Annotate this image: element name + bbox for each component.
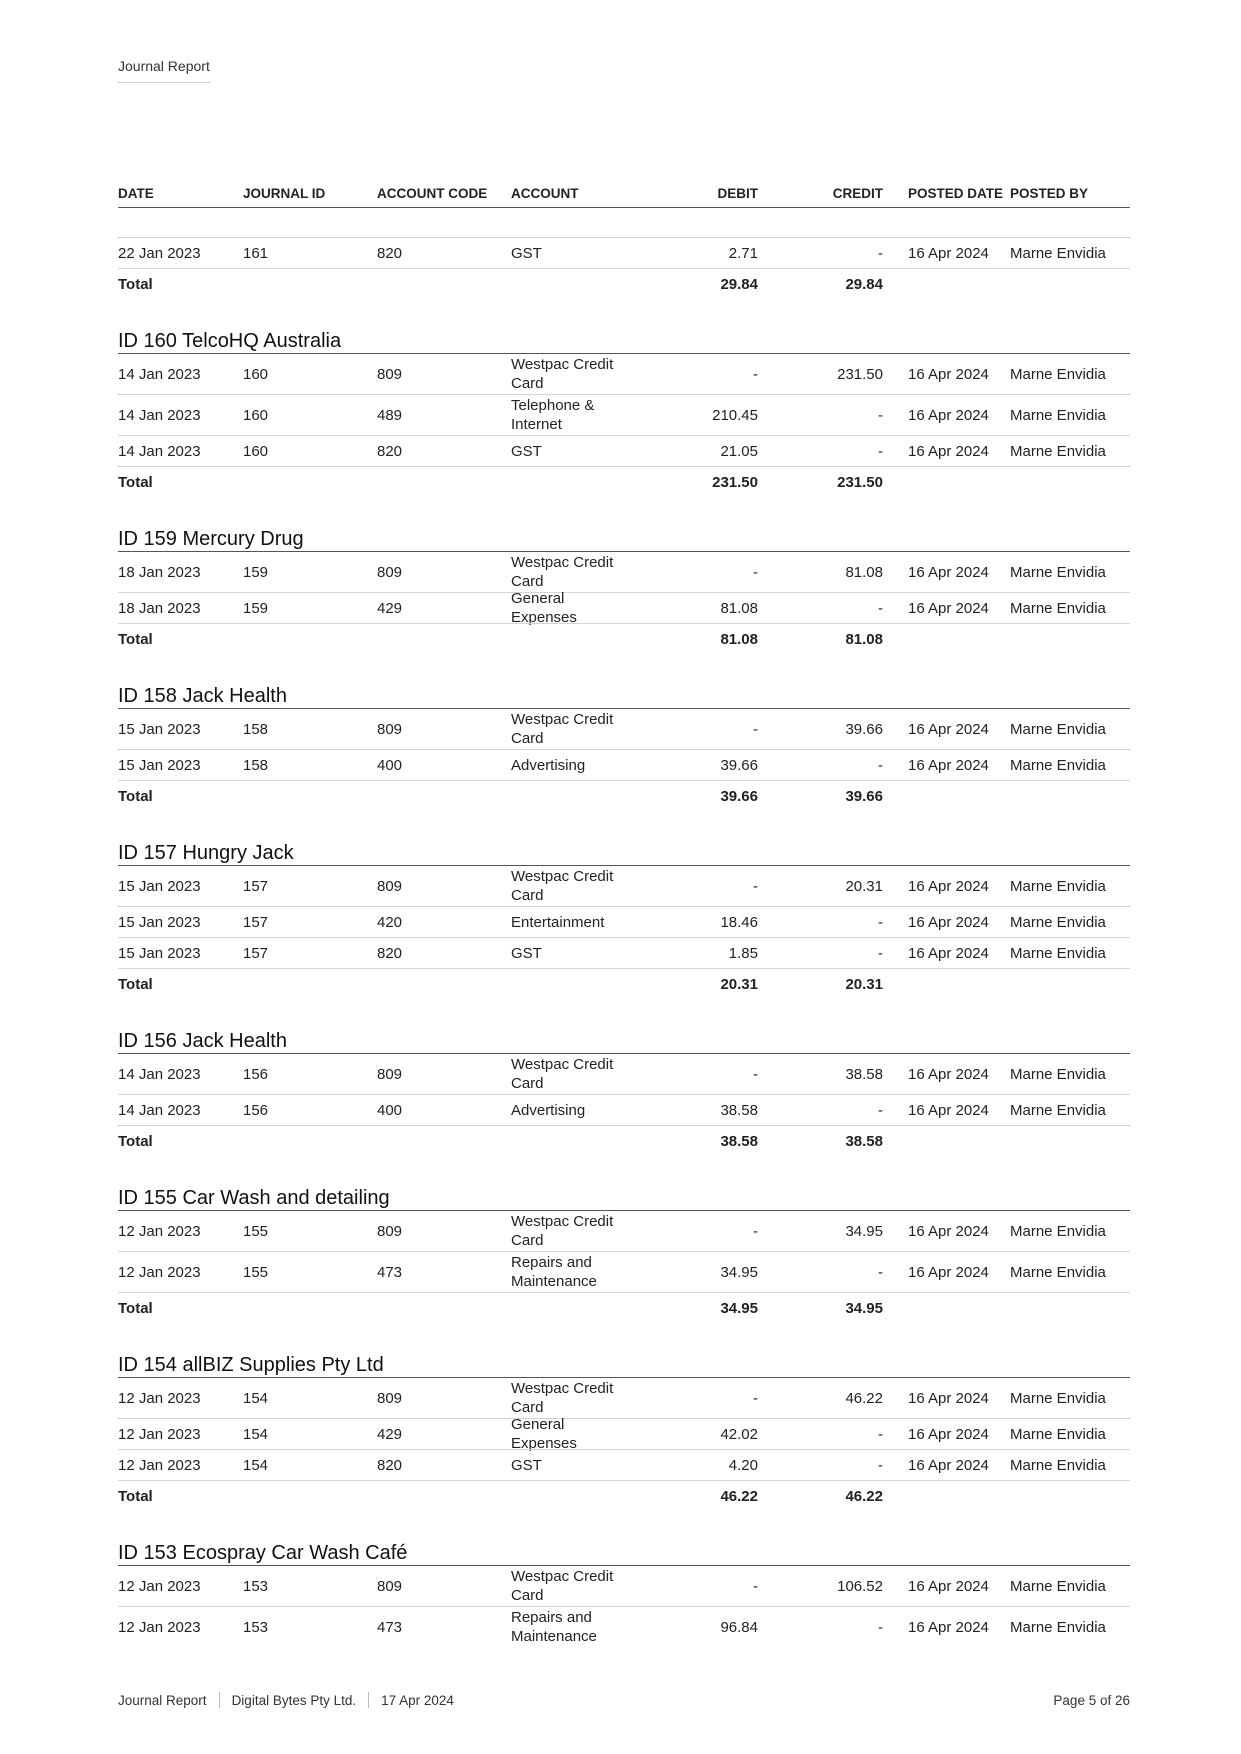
cell-posted-by: Marne Envidia xyxy=(1010,877,1106,895)
cell-journal-id: 156 xyxy=(243,1101,269,1119)
footer-divider xyxy=(219,1692,220,1708)
table-row xyxy=(118,1378,1130,1418)
cell-account-code: 429 xyxy=(377,1425,403,1443)
cell-account: General Expenses xyxy=(511,590,577,626)
cell-posted-date: 16 Apr 2024 xyxy=(908,1577,989,1595)
cell-posted-date: 16 Apr 2024 xyxy=(908,877,989,895)
cell-posted-by: Marne Envidia xyxy=(1010,563,1106,581)
cell-journal-id: 154 xyxy=(243,1425,269,1443)
journal-group-title xyxy=(118,299,1130,353)
cell-account-code: 429 xyxy=(377,599,403,617)
cell-posted-date: 16 Apr 2024 xyxy=(908,720,989,738)
cell-journal-id: 153 xyxy=(243,1618,269,1636)
journal-group-heading: ID 160 TelcoHQ Australia xyxy=(118,330,342,352)
cell-credit: 20.31 xyxy=(845,877,883,895)
cell-credit: - xyxy=(878,1425,883,1443)
cell-debit: 42.02 xyxy=(720,1425,758,1443)
cell-credit: - xyxy=(878,756,883,774)
journal-group-heading: ID 155 Car Wash and detailing xyxy=(118,1187,390,1209)
journal-group-title xyxy=(118,654,1130,708)
cell-journal-id: 157 xyxy=(243,944,269,962)
table-row xyxy=(118,237,1130,268)
cell-account-code: 809 xyxy=(377,1065,403,1083)
footer-divider xyxy=(368,1692,369,1708)
cell-debit: - xyxy=(753,877,758,895)
cell-account-code: 820 xyxy=(377,944,403,962)
total-label: Total xyxy=(118,1132,153,1150)
cell-posted-date: 16 Apr 2024 xyxy=(908,1456,989,1474)
journal-group-heading: ID 153 Ecospray Car Wash Café xyxy=(118,1542,408,1564)
cell-journal-id: 154 xyxy=(243,1456,269,1474)
table-body xyxy=(118,237,1130,1647)
cell-posted-date: 16 Apr 2024 xyxy=(908,1222,989,1240)
cell-date: 15 Jan 2023 xyxy=(118,944,201,962)
table-row xyxy=(118,435,1130,466)
total-debit: 38.58 xyxy=(720,1132,758,1150)
cell-posted-by: Marne Envidia xyxy=(1010,1389,1106,1407)
journal-group-heading: ID 156 Jack Health xyxy=(118,1030,287,1052)
cell-debit: 34.95 xyxy=(720,1263,758,1281)
cell-date: 22 Jan 2023 xyxy=(118,244,201,262)
cell-account: Westpac Credit Card xyxy=(511,1380,614,1416)
cell-credit: 46.22 xyxy=(845,1389,883,1407)
cell-date: 14 Jan 2023 xyxy=(118,406,201,424)
cell-account: GST xyxy=(511,944,542,962)
journal-group-heading: ID 157 Hungry Jack xyxy=(118,842,294,864)
footer-report-name: Journal Report xyxy=(118,1692,207,1708)
cell-posted-date: 16 Apr 2024 xyxy=(908,944,989,962)
cell-credit: 34.95 xyxy=(845,1222,883,1240)
cell-account-code: 809 xyxy=(377,877,403,895)
cell-credit: - xyxy=(878,599,883,617)
total-debit: 231.50 xyxy=(712,473,758,491)
cell-posted-by: Marne Envidia xyxy=(1010,1577,1106,1595)
page-footer xyxy=(118,1690,1130,1710)
journal-group-title xyxy=(118,1156,1130,1210)
cell-posted-by: Marne Envidia xyxy=(1010,1263,1106,1281)
cell-account: General Expenses xyxy=(511,1416,577,1452)
journal-group-title xyxy=(118,1323,1130,1377)
journal-group-title xyxy=(118,1511,1130,1565)
cell-account-code: 820 xyxy=(377,442,403,460)
cell-posted-date: 16 Apr 2024 xyxy=(908,244,989,262)
cell-debit: 210.45 xyxy=(712,406,758,424)
cell-journal-id: 160 xyxy=(243,442,269,460)
cell-credit: - xyxy=(878,406,883,424)
cell-credit: - xyxy=(878,1456,883,1474)
cell-journal-id: 153 xyxy=(243,1577,269,1595)
cell-debit: - xyxy=(753,1577,758,1595)
cell-date: 12 Jan 2023 xyxy=(118,1389,201,1407)
cell-account-code: 420 xyxy=(377,913,403,931)
cell-date: 12 Jan 2023 xyxy=(118,1577,201,1595)
cell-posted-by: Marne Envidia xyxy=(1010,1222,1106,1240)
total-row xyxy=(118,1292,1130,1323)
cell-credit: - xyxy=(878,442,883,460)
total-credit: 231.50 xyxy=(837,473,883,491)
total-label: Total xyxy=(118,1487,153,1505)
cell-account: Advertising xyxy=(511,756,586,774)
cell-account-code: 820 xyxy=(377,1456,403,1474)
cell-journal-id: 159 xyxy=(243,563,269,581)
cell-debit: 38.58 xyxy=(720,1101,758,1119)
cell-date: 14 Jan 2023 xyxy=(118,1101,201,1119)
cell-posted-date: 16 Apr 2024 xyxy=(908,442,989,460)
cell-date: 18 Jan 2023 xyxy=(118,563,201,581)
cell-posted-by: Marne Envidia xyxy=(1010,1618,1106,1636)
cell-posted-date: 16 Apr 2024 xyxy=(908,913,989,931)
cell-account-code: 400 xyxy=(377,756,403,774)
cell-posted-date: 16 Apr 2024 xyxy=(908,1425,989,1443)
cell-posted-date: 16 Apr 2024 xyxy=(908,563,989,581)
table-row xyxy=(118,552,1130,592)
cell-journal-id: 160 xyxy=(243,406,269,424)
cell-credit: 231.50 xyxy=(837,365,883,383)
cell-date: 15 Jan 2023 xyxy=(118,913,201,931)
cell-journal-id: 155 xyxy=(243,1222,269,1240)
total-label: Total xyxy=(118,473,153,491)
cell-account-code: 809 xyxy=(377,1222,403,1240)
cell-posted-date: 16 Apr 2024 xyxy=(908,1263,989,1281)
cell-journal-id: 158 xyxy=(243,720,269,738)
cell-journal-id: 156 xyxy=(243,1065,269,1083)
cell-journal-id: 157 xyxy=(243,913,269,931)
journal-group-title xyxy=(118,497,1130,551)
cell-debit: 81.08 xyxy=(720,599,758,617)
cell-account: Westpac Credit Card xyxy=(511,868,614,904)
column-header-account: ACCOUNT xyxy=(511,186,579,201)
journal-table xyxy=(118,180,1130,1647)
cell-date: 14 Jan 2023 xyxy=(118,1065,201,1083)
cell-posted-date: 16 Apr 2024 xyxy=(908,756,989,774)
total-credit: 39.66 xyxy=(845,787,883,805)
footer-company-name: Digital Bytes Pty Ltd. xyxy=(231,1692,357,1708)
cell-account: Westpac Credit Card xyxy=(511,1056,614,1092)
cell-posted-date: 16 Apr 2024 xyxy=(908,1065,989,1083)
cell-posted-by: Marne Envidia xyxy=(1010,365,1106,383)
header-spacer xyxy=(118,208,1130,237)
table-row xyxy=(118,937,1130,968)
cell-journal-id: 158 xyxy=(243,756,269,774)
total-label: Total xyxy=(118,1299,153,1317)
cell-journal-id: 159 xyxy=(243,599,269,617)
table-row xyxy=(118,1416,1130,1452)
total-row xyxy=(118,623,1130,654)
cell-credit: 81.08 xyxy=(845,563,883,581)
cell-account: Westpac Credit Card xyxy=(511,554,614,590)
table-row xyxy=(118,709,1130,749)
cell-account-code: 400 xyxy=(377,1101,403,1119)
cell-account-code: 809 xyxy=(377,365,403,383)
cell-date: 14 Jan 2023 xyxy=(118,365,201,383)
table-row xyxy=(118,866,1130,906)
cell-credit: - xyxy=(878,1101,883,1119)
cell-journal-id: 157 xyxy=(243,877,269,895)
column-header-journal-id: JOURNAL ID xyxy=(243,186,326,201)
cell-debit: 21.05 xyxy=(720,442,758,460)
cell-posted-by: Marne Envidia xyxy=(1010,599,1106,617)
cell-date: 12 Jan 2023 xyxy=(118,1425,201,1443)
cell-account: Advertising xyxy=(511,1101,586,1119)
cell-posted-date: 16 Apr 2024 xyxy=(908,1618,989,1636)
cell-date: 12 Jan 2023 xyxy=(118,1222,201,1240)
cell-posted-date: 16 Apr 2024 xyxy=(908,599,989,617)
cell-account-code: 809 xyxy=(377,1389,403,1407)
total-label: Total xyxy=(118,275,153,293)
total-debit: 39.66 xyxy=(720,787,758,805)
total-row xyxy=(118,1480,1130,1511)
cell-account: GST xyxy=(511,442,542,460)
cell-posted-by: Marne Envidia xyxy=(1010,944,1106,962)
cell-date: 15 Jan 2023 xyxy=(118,877,201,895)
cell-date: 18 Jan 2023 xyxy=(118,599,201,617)
cell-posted-by: Marne Envidia xyxy=(1010,756,1106,774)
cell-account-code: 809 xyxy=(377,1577,403,1595)
total-debit: 81.08 xyxy=(720,630,758,648)
column-header-posted-by: POSTED BY xyxy=(1010,186,1089,201)
table-row xyxy=(118,1606,1130,1647)
cell-posted-by: Marne Envidia xyxy=(1010,1101,1106,1119)
column-header-debit: DEBIT xyxy=(717,186,758,201)
cell-account-code: 809 xyxy=(377,563,403,581)
table-row xyxy=(118,1094,1130,1125)
cell-debit: - xyxy=(753,365,758,383)
table-row xyxy=(118,749,1130,780)
cell-credit: - xyxy=(878,1618,883,1636)
cell-debit: - xyxy=(753,720,758,738)
journal-group-heading: ID 154 allBIZ Supplies Pty Ltd xyxy=(118,1354,384,1376)
journal-group-title xyxy=(118,811,1130,865)
cell-posted-by: Marne Envidia xyxy=(1010,720,1106,738)
cell-account: Westpac Credit Card xyxy=(511,1568,614,1604)
cell-account: GST xyxy=(511,1456,542,1474)
cell-date: 12 Jan 2023 xyxy=(118,1263,201,1281)
cell-posted-by: Marne Envidia xyxy=(1010,1456,1106,1474)
table-row xyxy=(118,1449,1130,1480)
cell-posted-date: 16 Apr 2024 xyxy=(908,1389,989,1407)
total-row xyxy=(118,466,1130,497)
footer-date: 17 Apr 2024 xyxy=(381,1692,454,1708)
cell-account-code: 489 xyxy=(377,406,403,424)
table-header-row xyxy=(118,180,1130,208)
column-header-date: DATE xyxy=(118,186,154,201)
table-row xyxy=(118,1251,1130,1292)
cell-journal-id: 155 xyxy=(243,1263,269,1281)
cell-posted-by: Marne Envidia xyxy=(1010,244,1106,262)
cell-posted-by: Marne Envidia xyxy=(1010,1425,1106,1443)
cell-debit: 1.85 xyxy=(728,944,758,962)
total-debit: 29.84 xyxy=(720,275,758,293)
cell-account-code: 473 xyxy=(377,1618,403,1636)
cell-credit: - xyxy=(878,244,883,262)
total-row xyxy=(118,268,1130,299)
journal-group-heading: ID 159 Mercury Drug xyxy=(118,528,304,550)
cell-account: Repairs and Maintenance xyxy=(511,1609,597,1645)
cell-debit: 4.20 xyxy=(728,1456,758,1474)
cell-date: 12 Jan 2023 xyxy=(118,1456,201,1474)
cell-credit: - xyxy=(878,944,883,962)
table-row xyxy=(118,1566,1130,1606)
total-label: Total xyxy=(118,630,153,648)
cell-debit: 2.71 xyxy=(728,244,758,262)
cell-date: 15 Jan 2023 xyxy=(118,720,201,738)
page-header-title: Journal Report xyxy=(118,58,210,83)
cell-debit: - xyxy=(753,1389,758,1407)
cell-credit: 39.66 xyxy=(845,720,883,738)
cell-debit: - xyxy=(753,563,758,581)
cell-posted-date: 16 Apr 2024 xyxy=(908,1101,989,1119)
total-label: Total xyxy=(118,787,153,805)
cell-date: 12 Jan 2023 xyxy=(118,1618,201,1636)
column-header-posted-date: POSTED DATE xyxy=(908,186,1004,201)
cell-credit: 38.58 xyxy=(845,1065,883,1083)
cell-account: GST xyxy=(511,244,542,262)
cell-posted-date: 16 Apr 2024 xyxy=(908,365,989,383)
total-credit: 38.58 xyxy=(845,1132,883,1150)
table-row xyxy=(118,590,1130,626)
cell-debit: 39.66 xyxy=(720,756,758,774)
cell-date: 14 Jan 2023 xyxy=(118,442,201,460)
cell-debit: - xyxy=(753,1065,758,1083)
cell-debit: 18.46 xyxy=(720,913,758,931)
cell-account-code: 820 xyxy=(377,244,403,262)
journal-group-title xyxy=(118,999,1130,1053)
total-debit: 34.95 xyxy=(720,1299,758,1317)
total-debit: 46.22 xyxy=(720,1487,758,1505)
cell-account-code: 809 xyxy=(377,720,403,738)
total-credit: 46.22 xyxy=(845,1487,883,1505)
cell-journal-id: 160 xyxy=(243,365,269,383)
total-credit: 20.31 xyxy=(845,975,883,993)
cell-debit: - xyxy=(753,1222,758,1240)
cell-date: 15 Jan 2023 xyxy=(118,756,201,774)
cell-account: Westpac Credit Card xyxy=(511,1213,614,1249)
cell-account: Telephone & Internet xyxy=(511,397,595,433)
table-row xyxy=(118,354,1130,394)
cell-posted-by: Marne Envidia xyxy=(1010,1065,1106,1083)
cell-debit: 96.84 xyxy=(720,1618,758,1636)
cell-posted-by: Marne Envidia xyxy=(1010,442,1106,460)
table-row xyxy=(118,1211,1130,1251)
cell-posted-by: Marne Envidia xyxy=(1010,406,1106,424)
cell-journal-id: 154 xyxy=(243,1389,269,1407)
table-row xyxy=(118,1054,1130,1094)
total-credit: 81.08 xyxy=(845,630,883,648)
cell-journal-id: 161 xyxy=(243,244,269,262)
cell-account: Repairs and Maintenance xyxy=(511,1254,597,1290)
total-label: Total xyxy=(118,975,153,993)
total-credit: 29.84 xyxy=(845,275,883,293)
cell-credit: - xyxy=(878,1263,883,1281)
total-row xyxy=(118,780,1130,811)
cell-posted-date: 16 Apr 2024 xyxy=(908,406,989,424)
total-credit: 34.95 xyxy=(845,1299,883,1317)
column-header-credit: CREDIT xyxy=(832,186,883,201)
cell-account: Westpac Credit Card xyxy=(511,356,614,392)
cell-account: Entertainment xyxy=(511,913,605,931)
cell-account: Westpac Credit Card xyxy=(511,711,614,747)
cell-posted-by: Marne Envidia xyxy=(1010,913,1106,931)
total-debit: 20.31 xyxy=(720,975,758,993)
cell-credit: - xyxy=(878,913,883,931)
cell-account-code: 473 xyxy=(377,1263,403,1281)
total-row xyxy=(118,1125,1130,1156)
table-row xyxy=(118,394,1130,435)
table-row xyxy=(118,906,1130,937)
total-row xyxy=(118,968,1130,999)
journal-group-heading: ID 158 Jack Health xyxy=(118,685,287,707)
cell-credit: 106.52 xyxy=(837,1577,883,1595)
column-header-account-code: ACCOUNT CODE xyxy=(377,186,488,201)
footer-page-number: Page 5 of 26 xyxy=(1053,1692,1130,1708)
